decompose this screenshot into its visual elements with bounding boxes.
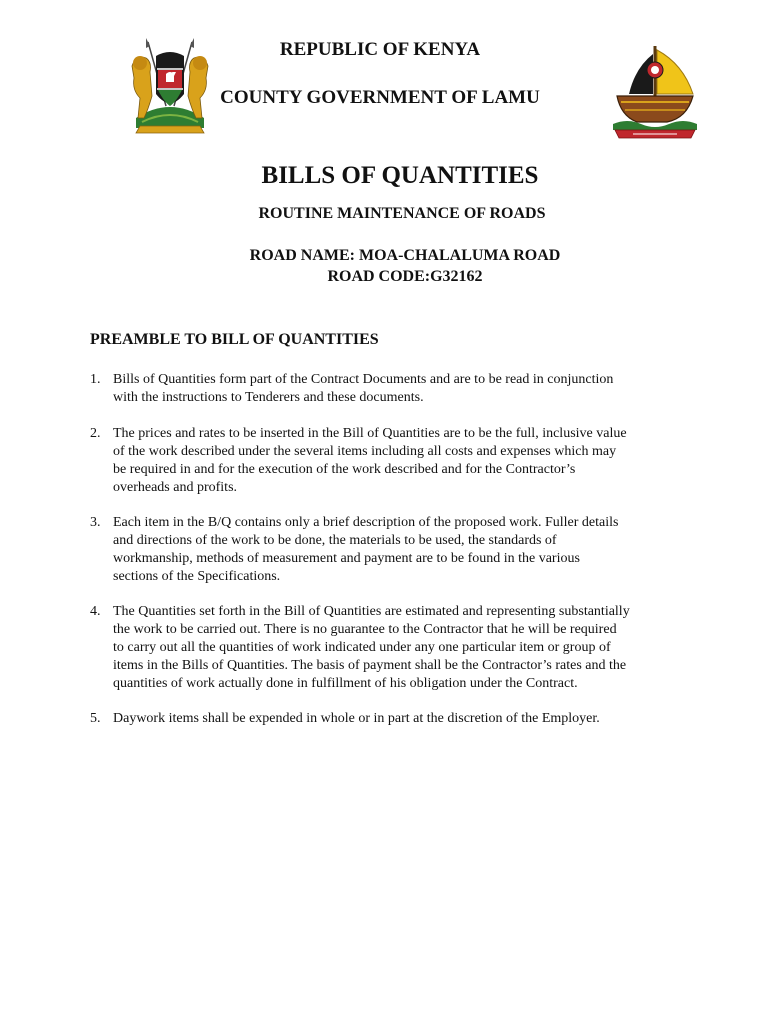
road-name: ROAD NAME: MOA-CHALALUMA ROAD [249, 247, 561, 264]
preamble-item [90, 371, 680, 407]
item-text [113, 425, 679, 497]
item-line: items in the Bills of Quantities. The basis of payment shall be the Contractor’s rates and the [113, 658, 627, 673]
item-line: The Quantities set forth in the Bill of Quantities are estimated and representing substantially [113, 604, 630, 619]
preamble-item [90, 514, 680, 586]
item-text [113, 710, 679, 728]
item-line: The prices and rates to be inserted in the Bill of Quantities are to be the full, inclusive value [113, 426, 627, 441]
item-number: 2. [90, 426, 101, 441]
document-title: BILLS OF QUANTITIES [261, 162, 539, 189]
item-line: with the instructions to Tenderers and these documents. [113, 390, 424, 405]
item-text [113, 603, 679, 693]
item-line: overheads and profits. [113, 480, 238, 495]
republic-heading: REPUBLIC OF KENYA [279, 39, 481, 60]
item-text [113, 514, 679, 586]
item-line: to carry out all the quantities of work indicated under any one particular item or group of [113, 640, 611, 655]
item-line: sections of the Specifications. [113, 569, 281, 584]
document-subtitle: ROUTINE MAINTENANCE OF ROADS [258, 205, 546, 222]
road-code: ROAD CODE:G32162 [327, 268, 483, 285]
item-line: Each item in the B/Q contains only a brief description of the proposed work. Fuller details [113, 515, 619, 530]
item-line: Daywork items shall be expended in whole or in part at the discretion of the Employer. [113, 711, 600, 726]
item-line: Bills of Quantities form part of the Contract Documents and are to be read in conjunction [113, 372, 614, 387]
item-number: 4. [90, 604, 101, 619]
item-line: quantities of work actually done in fulfillment of his obligation under the Contract. [113, 676, 578, 691]
county-heading: COUNTY GOVERNMENT OF LAMU [220, 87, 540, 108]
item-line: of the work described under the several items including all costs and expenses which may [113, 444, 617, 459]
preamble-item [90, 603, 680, 693]
item-line: the work to be carried out. There is no guarantee to the Contractor that he will be required [113, 622, 617, 637]
item-line: be required in and for the execution of the work described and for the Contractor’s [113, 462, 576, 477]
item-number: 1. [90, 372, 101, 387]
item-number: 3. [90, 515, 101, 530]
item-number: 5. [90, 711, 101, 726]
preamble-item [90, 710, 680, 728]
item-line: and directions of the work to be done, the materials to be used, the standards of [113, 533, 557, 548]
item-text [113, 371, 679, 407]
preamble-item [90, 425, 680, 497]
item-line: workmanship, methods of measurement and payment are to be found in the various [113, 551, 580, 566]
preamble-heading: PREAMBLE TO BILL OF QUANTITIES [90, 331, 379, 348]
